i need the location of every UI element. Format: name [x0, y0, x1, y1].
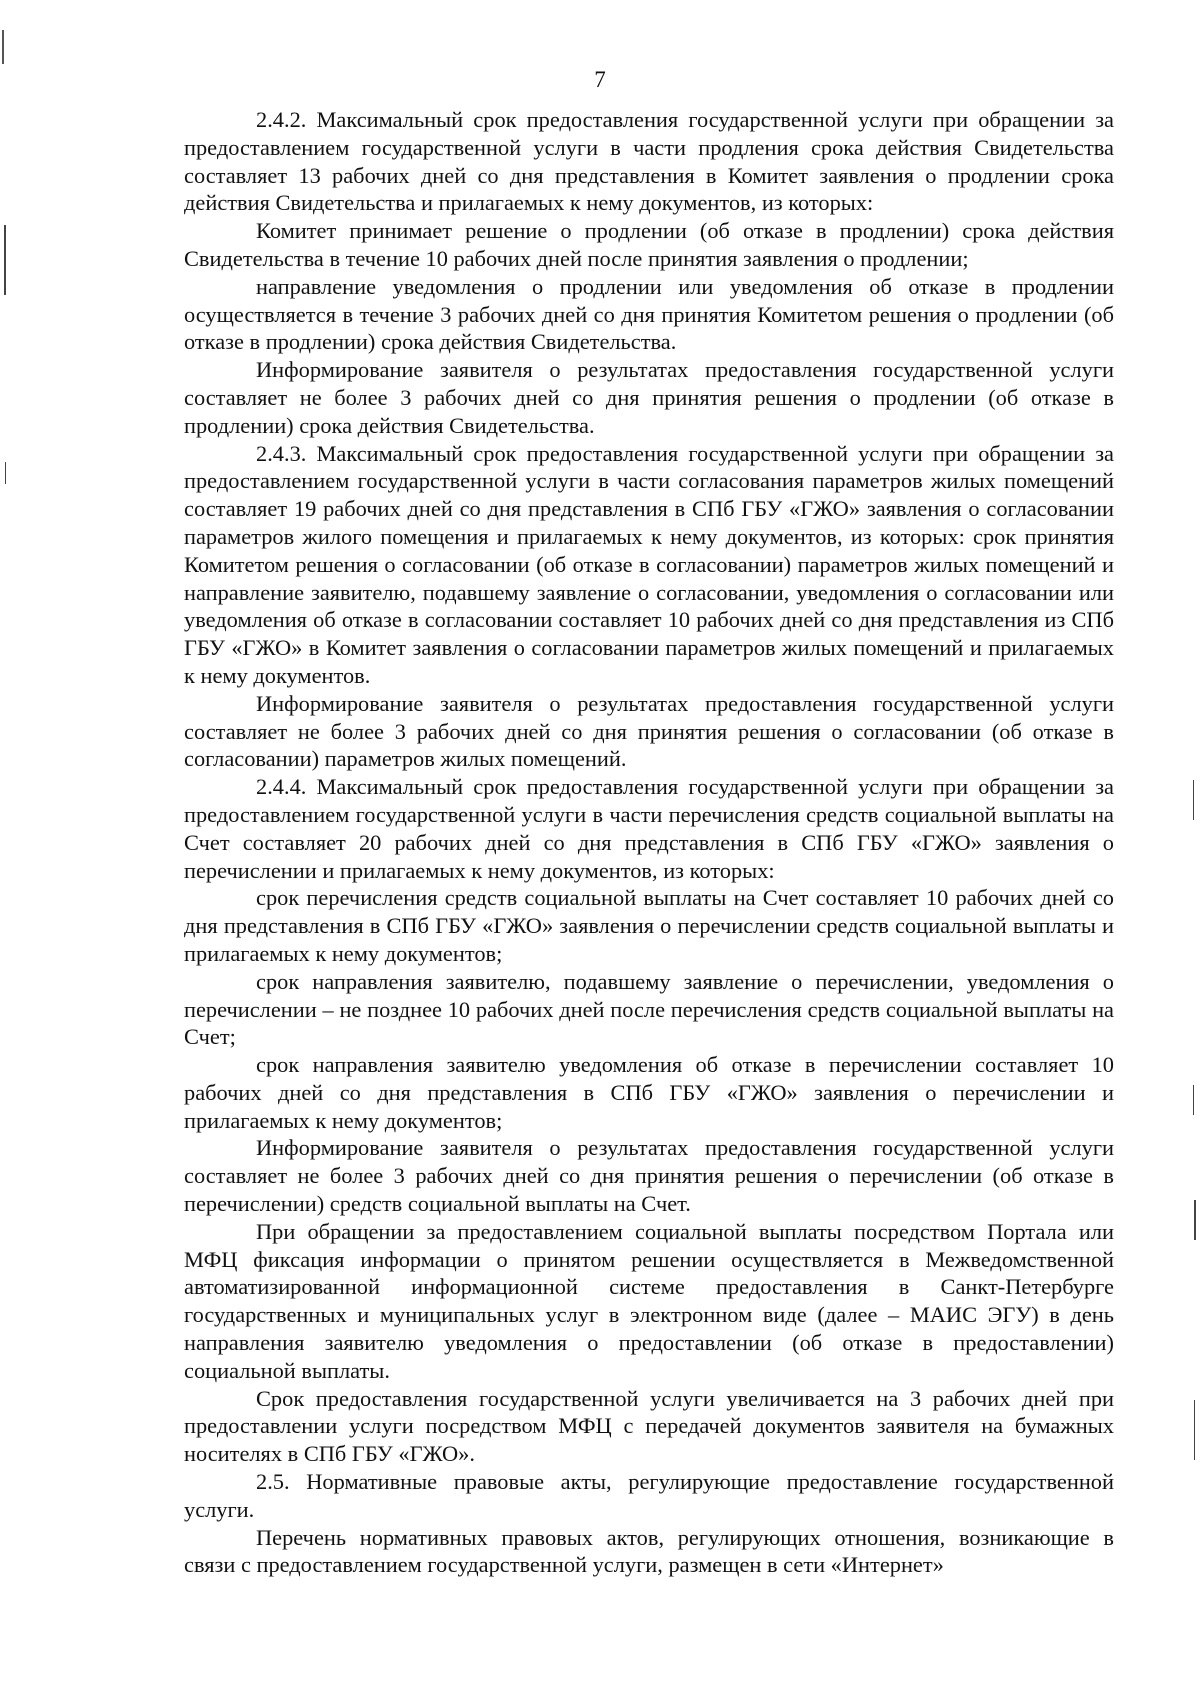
scan-artifact-left-3: [5, 462, 6, 484]
paragraph-transfer-notification: срок направления заявителю, подавшему заявление о перечислении, уведомления о перечислении – не позднее 10 рабочих дней после перечисления средств социальной выплаты на Счет;: [184, 968, 1114, 1050]
paragraph-informing-extension: Информирование заявителя о результатах предоставления государственной услуги составляет не более 3 рабочих дней со дня принятия решения о продлении (об отказе в продлении) срока действия Свидетельства.: [184, 357, 1114, 438]
paragraph-legal-acts-list: Перечень нормативных правовых актов, регулирующих отношения, возникающие в связи с предоставлением государственной услуги, размещен в сети «Интернет»: [184, 1524, 1114, 1578]
paragraph-notification-extension: направление уведомления о продлении или уведомления об отказе в продлении осуществляется в течение 3 рабочих дней со дня принятия Комитетом решения о продлении (об отказе в продлении) срока действия Свидетельства.: [184, 273, 1114, 355]
paragraph-transfer-term: срок перечисления средств социальной выплаты на Счет составляет 10 рабочих дней со дня представления в СПб ГБУ «ГЖО» заявления о перечислении средств социальной выплаты и прилагаемых к нему документов;: [184, 885, 1114, 966]
paragraph-term-increase: Срок предоставления государственной услуги увеличивается на 3 рабочих дней при предоставлении услуги посредством МФЦ с передачей документов заявителя на бумажных носителях в СПб ГБУ «ГЖО».: [184, 1385, 1114, 1467]
paragraph-2-4-4: 2.4.4. Максимальный срок предоставления государственной услуги при обращении за предоставлением государственной услуги в части перечисления средств социальной выплаты на Счет составляет 20 рабочих дней со дня представления в СПб ГБУ «ГЖО» заявления о перечислении и прилагаемых к нему документов, из которых:: [184, 774, 1114, 883]
page-number: 7: [594, 67, 606, 92]
document-body: [184, 106, 1114, 1579]
paragraph-2-4-2: 2.4.2. Максимальный срок предоставления государственной услуги при обращении за предоставлением государственной услуги в части продления срока действия Свидетельства составляет 13 рабочих дней со дня представления в Комитет заявления о продлении срока действия Свидетельства и прилагаемых к нему документов, из которых:: [184, 107, 1114, 216]
scan-artifact-right-3: [1194, 1200, 1196, 1240]
scan-artifact-right-4: [1194, 1400, 1195, 1460]
paragraph-2-4-3: 2.4.3. Максимальный срок предоставления государственной услуги при обращении за предоставлением государственной услуги в части согласования параметров жилых помещений составляет 19 рабочих дней со дня представления в СПб ГБУ «ГЖО» заявления о согласовании параметров жилого помещения и прилагаемых к нему документов, из которых: срок принятия Комитетом решения о согласовании (об отказе в согласовании) параметров жилых помещений и направление заявителю, подавшему заявление о согласовании, уведомления о согласовании или уведомления об отказе в согласовании составляет 10 рабочих дней со дня представления из СПб ГБУ «ГЖО» в Комитет заявления о согласовании параметров жилых помещений и прилагаемых к нему документов.: [184, 440, 1114, 688]
paragraph-2-5: 2.5. Нормативные правовые акты, регулирующие предоставление государственной услуги.: [184, 1469, 1114, 1522]
paragraph-portal-mfc: При обращении за предоставлением социальной выплаты посредством Портала или МФЦ фиксация информации о принятом решении осуществляется в Межведомственной автоматизированной информационной системе предоставления в Санкт-Петербурге государственных и муниципальных услуг в электронном виде (далее – МАИС ЭГУ) в день направления заявителю уведомления о предоставлении (об отказе в предоставлении) социальной выплаты.: [184, 1218, 1114, 1383]
paragraph-committee-decision: Комитет принимает решение о продлении (об отказе в продлении) срока действия Свидетельства в течение 10 рабочих дней после принятия заявления о продлении;: [184, 218, 1114, 271]
paragraph-informing-transfer: Информирование заявителя о результатах предоставления государственной услуги составляет не более 3 рабочих дней со дня принятия решения о перечислении (об отказе в перечислении) средств социальной выплаты на Счет.: [184, 1135, 1114, 1217]
scan-artifact-left-1: [2, 30, 4, 64]
scan-artifact-right-1: [1193, 780, 1194, 820]
paragraph-refusal-notification: срок направления заявителю уведомления об отказе в перечислении составляет 10 рабочих дней со дня представления в СПб ГБУ «ГЖО» заявления о перечислении и прилагаемых к нему документов;: [184, 1052, 1114, 1133]
scan-artifact-left-2: [4, 225, 6, 295]
scan-artifact-right-2: [1193, 1085, 1194, 1115]
paragraph-informing-approval: Информирование заявителя о результатах предоставления государственной услуги составляет не более 3 рабочих дней со дня принятия решения о согласовании (об отказе в согласовании) параметров жилых помещений.: [184, 690, 1114, 772]
